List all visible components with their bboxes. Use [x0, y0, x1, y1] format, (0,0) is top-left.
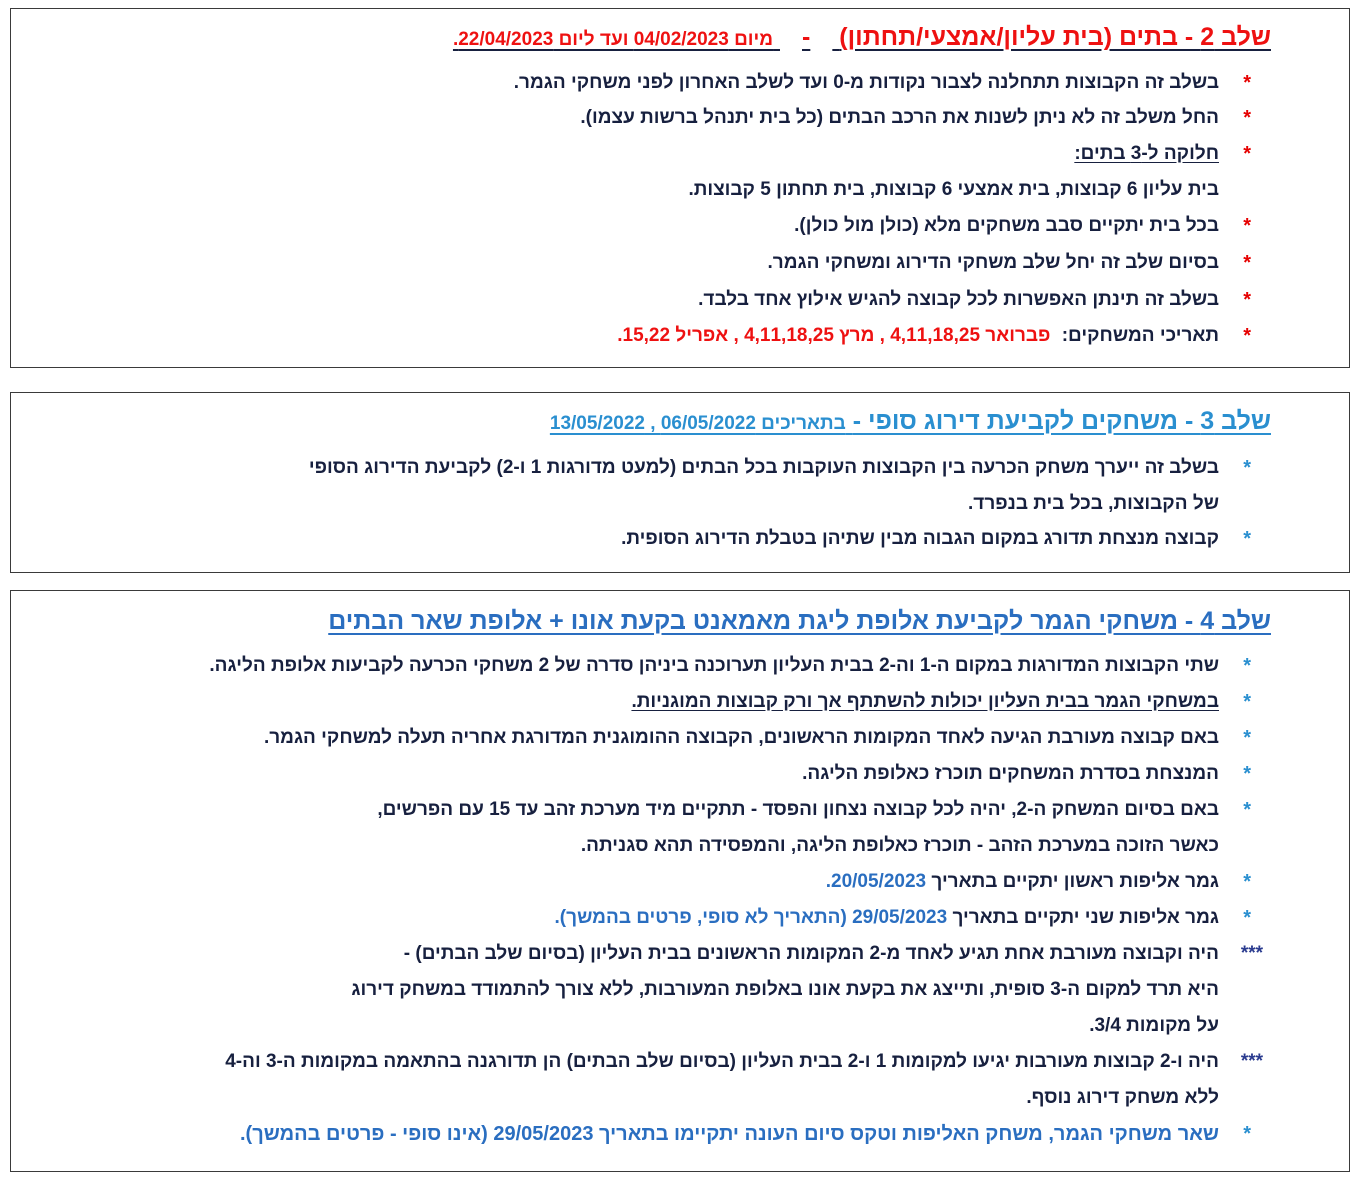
list-item-text: באם קבוצה מעורבת הגיעה לאחד המקומות הראשונים, הקבוצה ההומוגנית המדורגת אחריה תעלה למשחקי הגמר. [263, 727, 1219, 748]
bullet-star: * [1243, 1123, 1251, 1145]
list-item-text: של הקבוצות, בכל בית בנפרד. [968, 493, 1219, 514]
stage3-box [10, 392, 1350, 573]
final2-text [555, 907, 1219, 929]
list-item [11, 528, 1349, 560]
stage3-title-dates: בתאריכים 06/05/2022 , 13/05/2022 [549, 413, 846, 434]
note-item [11, 979, 1349, 1011]
list-item-text: בשלב זה ייערך משחק הכרעה בין הקבוצות העוקבות בכל הבתים (למעט מדורגות 1 ו-2) לקביעת הדירוג הסופי [308, 457, 1219, 478]
final1-label: גמר אליפות ראשון יתקיים בתאריך [931, 871, 1219, 892]
bullet-star: * [1243, 871, 1251, 893]
list-item-text: בכל בית יתקיים סבב משחקים מלא (כולן מול כולן). [794, 215, 1219, 236]
stage2-box [10, 8, 1350, 368]
list-item-text: בשלב זה הקבוצות תתחלנה לצבור נקודות מ-0 ועד לשלב האחרון לפני משחקי הגמר. [513, 72, 1219, 93]
stage2-title-dash: - [802, 23, 811, 51]
list-item-text: חלוקה ל-3 בתים: [1074, 143, 1219, 164]
list-item-text: באם בסיום המשחק ה-2, יהיה לכל קבוצה נצחון והפסד - תתקיים מיד מערכת זהב עד 15 עם הפרשים, [377, 799, 1219, 820]
list-item [11, 143, 1349, 175]
match-dates-value: פברואר 4,11,18,25 , מרץ 4,11,18,25 , אפריל 15,22. [617, 325, 1051, 346]
bullet-star: * [1243, 325, 1251, 347]
last-item-text: שאר משחקי הגמר, משחק האליפות וטקס סיום העונה יתקיימו בתאריך 29/05/2023 (אינו סופי - פרטים בהמשך). [239, 1123, 1219, 1145]
list-item-text: בשלב זה תינתן האפשרות לכל קבוצה להגיש אילוץ אחד בלבד. [698, 289, 1219, 310]
list-item [11, 691, 1349, 723]
bullet-star: * [1243, 655, 1251, 677]
list-item-text: קבוצה מנצחת תדורג במקום הגבוה מבין שתיהן בטבלת הדירוג הסופית. [621, 528, 1219, 549]
bullet-star: * [1243, 799, 1251, 821]
list-item-text: במשחקי הגמר בבית העליון יכולות להשתתף אך ורק קבוצות המוגניות. [631, 691, 1219, 712]
list-item [11, 799, 1349, 831]
stage4-title: שלב 4 - משחקי הגמר לקביעת אלופת ליגת מאמאנט בקעת אונו + אלופת שאר הבתים [328, 607, 1271, 635]
bullet-triple-star: *** [1240, 1051, 1263, 1072]
list-item [11, 215, 1349, 247]
bullet-star: * [1243, 215, 1251, 237]
bullet-star: * [1243, 528, 1251, 550]
note-item [11, 1087, 1349, 1119]
bullet-star: * [1243, 252, 1251, 274]
list-item-text: שתי הקבוצות המדורגות במקום ה-1 וה-2 בבית העליון תערוכנה ביניהן סדרה של 2 משחקי הכרעה לקביעות אלופת הליגה. [209, 655, 1219, 676]
final2-label: גמר אליפות שני יתקיים בתאריך [952, 907, 1219, 928]
list-item [11, 727, 1349, 759]
note-text: היה וקבוצה מעורבת אחת תגיע לאחד מ-2 המקומות הראשונים בבית העליון (בסיום שלב הבתים) - [403, 943, 1219, 964]
final2-row [11, 907, 1349, 939]
list-item [11, 72, 1349, 104]
list-item-text: בית עליון 6 קבוצות, בית אמצעי 6 קבוצות, בית תחתון 5 קבוצות. [688, 179, 1219, 200]
note-text: היא תרד למקום ה-3 סופית, ותייצג את בקעת אונו באלופת המעורבות, ללא צורך להתמודד במשחק דירוג [351, 979, 1219, 1000]
final2-date: 29/05/2023 (התאריך לא סופי, פרטים בהמשך). [554, 907, 948, 928]
list-item-text: בסיום שלב זה יחל שלב משחקי הדירוג ומשחקי הגמר. [767, 252, 1219, 273]
note-item [11, 1051, 1349, 1083]
list-item [11, 457, 1349, 489]
note-text: על מקומות 3/4. [1089, 1015, 1219, 1036]
final1-row [11, 871, 1349, 903]
list-item [11, 289, 1349, 321]
list-item [11, 655, 1349, 687]
stage3-title-main: שלב 3 - משחקים לקביעת דירוג סופי - [852, 407, 1271, 435]
list-item [11, 493, 1349, 525]
stage2-title [453, 23, 1271, 52]
note-item [11, 943, 1349, 975]
list-item-text: המנצחת בסדרת המשחקים תוכרז כאלופת הליגה. [802, 763, 1219, 784]
final1-date: 20/05/2023. [825, 871, 927, 892]
list-item-text: כאשר הזוכה במערכת הזהב - תוכרז כאלופת הליגה, והמפסידה תהא סגניתה. [580, 835, 1219, 856]
note-text: היה ו-2 קבוצות מעורבות יגיעו למקומות 1 ו-2 בבית העליון (בסיום שלב הבתים) הן תדורגנה בהתאמה במקומות ה-3 וה-4 [225, 1051, 1219, 1072]
bullet-star: * [1243, 907, 1251, 929]
stage2-title-main: שלב 2 - בתים (בית עליון/אמצעי/תחתון) [839, 23, 1271, 51]
final1-text [826, 871, 1219, 893]
list-item-text: החל משלב זה לא ניתן לשנות את הרכב הבתים (כל בית יתנהל ברשות עצמו). [580, 107, 1219, 128]
match-dates-label: תאריכי המשחקים: [1061, 325, 1219, 346]
bullet-star: * [1243, 691, 1251, 713]
bullet-triple-star: *** [1240, 943, 1263, 964]
list-item [11, 252, 1349, 284]
stage4-box [10, 590, 1350, 1172]
list-item [11, 763, 1349, 795]
list-item [11, 835, 1349, 867]
last-item [11, 1123, 1349, 1155]
note-item [11, 1015, 1349, 1047]
bullet-star: * [1243, 143, 1251, 165]
bullet-star: * [1243, 72, 1251, 94]
bullet-star: * [1243, 107, 1251, 129]
bullet-star: * [1243, 289, 1251, 311]
bullet-star: * [1243, 727, 1251, 749]
stage3-title [550, 407, 1271, 436]
match-dates-row [11, 325, 1349, 357]
list-item [11, 179, 1349, 211]
match-dates-text [617, 325, 1219, 347]
bullet-star: * [1243, 763, 1251, 785]
stage2-title-dates: מיום 04/02/2023 ועד ליום 22/04/2023. [452, 29, 774, 50]
note-text: ללא משחק דירוג נוסף. [1026, 1087, 1219, 1108]
list-item [11, 107, 1349, 139]
bullet-star: * [1243, 457, 1251, 479]
